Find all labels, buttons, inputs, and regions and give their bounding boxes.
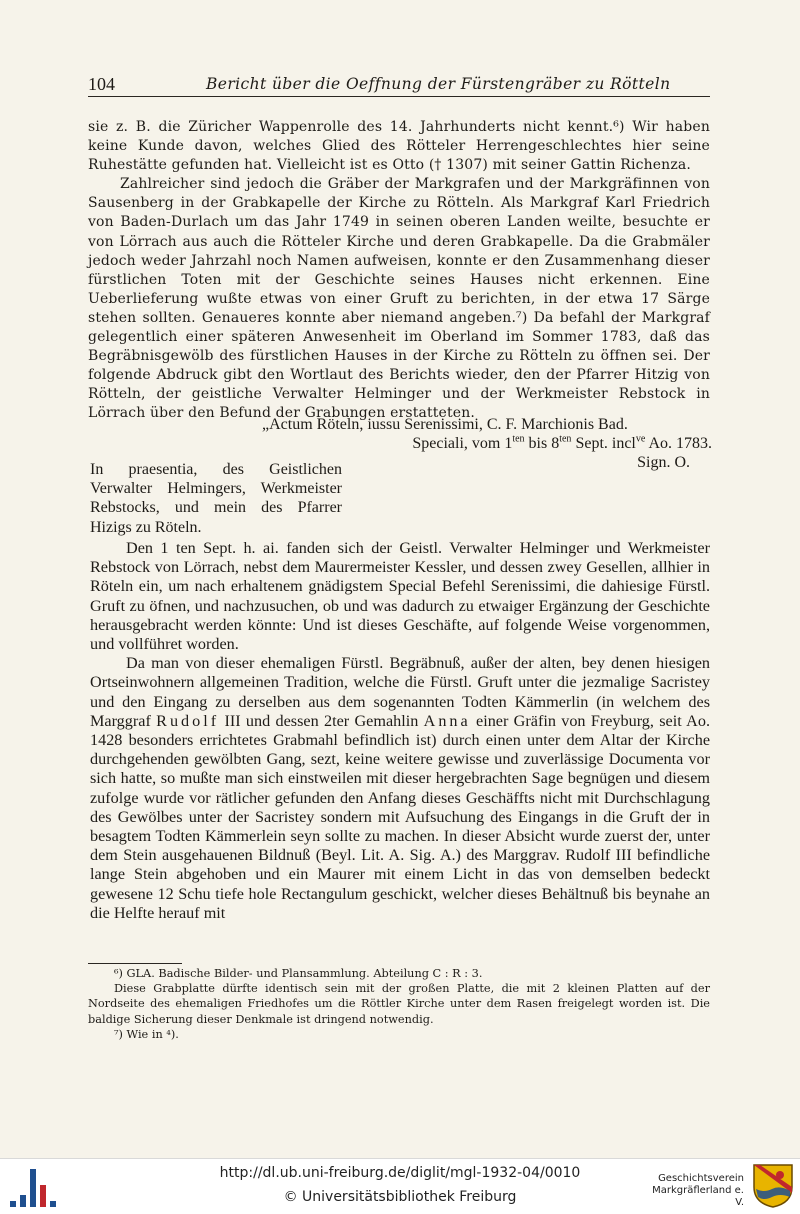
report-text: Da man von dieser ehemaligen Fürstl. Begräbnuß, außer der alten, bey denen hiesigen Ortseinwohnern allgemeinen Tradition, welche die Fürstl. Gruft unter die jezmalige Sacristey und den Eingang zu derselben aus dem sogenannten Todten Kämmerlin (in welchem des Marggraf <box>90 654 710 730</box>
footnote-divider <box>88 963 182 964</box>
running-title: Bericht über die Oeffnung der Fürstengräber zu Rötteln <box>206 75 671 93</box>
superscript: ten <box>559 433 572 445</box>
society-line-1: Geschichtsverein <box>658 1173 744 1184</box>
report-paragraph <box>90 654 710 923</box>
report-text: III und dessen 2ter Gemahlin <box>219 711 424 730</box>
report-body <box>90 539 710 923</box>
actum-text: Speciali, vom 1 <box>412 435 513 452</box>
actum-signature: Sign. O. <box>637 454 690 471</box>
page-number: 104 <box>88 74 115 94</box>
document-url-link[interactable]: http://dl.ub.uni-freiburg.de/diglit/mgl-1932-04/0010 <box>219 1165 581 1181</box>
footnote-6-continued: Diese Grabplatte dürfte identisch sein mit der großen Platte, die mit 2 kleinen Platten auf der Nordseite des ehemaligen Friedhofes um die Röttler Kirche unter dem Rasen freigelegt worden ist. Die baldige Sicherung dieser Denkmale ist dringend notwendig. <box>88 982 710 1026</box>
page-header <box>88 74 710 97</box>
actum-text: Sept. incl <box>571 435 636 452</box>
footnotes <box>88 966 710 1042</box>
actum-line-1: „Actum Röteln, iussu Serenissimi, C. F. Marchionis Bad. <box>262 416 628 433</box>
praesentia-note: In praesentia, des Geistlichen Verwalter Helmingers, Werkmeister Rebstocks, und mein des Pfarrer Hizigs zu Röteln. <box>90 461 342 536</box>
spaced-name: Anna <box>423 711 471 730</box>
society-name <box>644 1173 744 1209</box>
actum-line-2 <box>262 434 712 453</box>
superscript: ve <box>635 433 646 445</box>
fraktur-text-block <box>88 118 710 424</box>
society-crest-icon[interactable] <box>752 1163 794 1209</box>
report-text: einer Gräfin von Freyburg, seit Ao. 1428 besonders errichtetes Grabmahl befindlich ist) durch einen unter dem Altar der Kirche durchgehenden gewölbten Gang, sezt, keine weitere gewisse und zuverlässige Documenta vor sich hatte, so mußte man sich einstweilen mit dieser hergebrachten Sage begnügen und diesem zufolge wurde vor rätlicher gefunden den Anfang dieses Geschäffts nicht mit Durchschlagung des Gewölbes unter der Sacristey sondern mit Aufsuchung des Eingangs in die Gruft der in besagtem Todten Kämmerlein seyn sollte zu machen. In dieser Absicht wurde zuerst der, unter dem Stein ausgehauenen Bildnuß (Beyl. Lit. A. Sig. A.) des Marggrav. Rudolf III befindliche lange Stein abgehoben und ein Maurer mit einem Licht in das von demselben bedeckt gewesene 12 Schu tiefe hole Rectangulum geschickt, welcher dieses Behältnuß bis beynahe an die Helfte herauf mit <box>90 711 710 922</box>
report-paragraph: Den 1 ten Sept. h. ai. fanden sich der Geistl. Verwalter Helminger und Werkmeister Rebstock von Lörrach, nebst dem Maurermeister Kessler, und dessen zwey Gesellen, allhier in Röteln ein, um nach erhaltenem gnädigstem Special Befehl Serenissimi, die dahiesige Fürstl. Gruft zu öfnen, und nachzusuchen, ob und was dadurch zu etwaiger Ergänzung der Geschichte herausgebracht werden könnte: Und ist dieses Geschäfte, auf folgende Weise vorgenommen, und vollführet worden. <box>90 539 710 654</box>
fraktur-paragraph: Zahlreicher sind jedoch die Gräber der Markgrafen und der Markgräfinnen von Sausenberg in der Grabkapelle der Kirche zu Rötteln. Als Markgraf Karl Friedrich von Baden-Durlach um das Jahr 1749 in seinen oberen Landen weilte, besuchte er von Lörrach aus auch die Rötteler Kirche und deren Grabkapelle. Da die Grabmäler jedoch weder Jahrzahl noch Namen aufweisen, konnte er den Zusammenhang dieser fürstlichen Toten mit der Geschichte seines Hauses nicht erkennen. Eine Ueberlieferung wußte etwas von einer Gruft zu berichten, in der etwa 17 Särge stehen sollten. Genaueres konnte aber niemand angeben.⁷) Da befahl der Markgraf gelegentlich einer späteren Anwesenheit im Oberland im Sommer 1783, daß das Begräbnisgewölb des fürstlichen Hauses in der Kirche zu Rötteln zu öffnen sei. Der folgende Abdruck gibt den Wortlaut des Berichts wieder, den der Pfarrer Hitzig von Rötteln, der geistliche Verwalter Helminger und der Werkmeister Rebstock in Lörrach über den Befund der Grabungen erstatteten. <box>88 176 710 422</box>
actum-text: bis 8 <box>524 435 560 452</box>
footnote-6: ⁶) GLA. Badische Bilder- und Plansammlung. Abteilung C : R : 3. <box>114 967 483 980</box>
viewer-footer <box>0 1158 800 1214</box>
superscript: ten <box>512 433 525 445</box>
ub-logo-icon[interactable] <box>10 1167 60 1207</box>
actum-text: Ao. 1783. <box>645 435 712 452</box>
society-line-2: Markgräflerland e. V. <box>652 1185 744 1208</box>
spaced-name: Rudolf <box>156 711 220 730</box>
copyright-text: © Universitätsbibliothek Freiburg <box>283 1189 517 1205</box>
fraktur-paragraph: sie z. B. die Züricher Wappenrolle des 14. Jahrhunderts nicht kennt.⁶) Wir haben keine Kunde davon, welches Glied des Rötteler Herrengeschlechtes hier seine Ruhestätte gefunden hat. Vielleicht ist es Otto († 1307) mit seiner Gattin Richenza. <box>88 119 710 174</box>
footnote-7: ⁷) Wie in ⁴). <box>114 1027 179 1041</box>
